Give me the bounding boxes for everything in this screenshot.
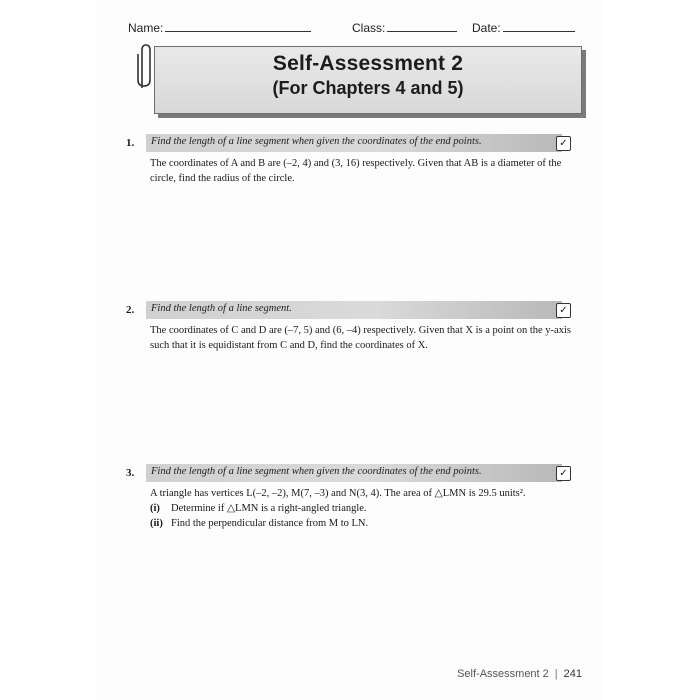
question-body: [150, 486, 580, 531]
class-label: Class:: [352, 21, 386, 35]
name-line[interactable]: [165, 20, 311, 32]
date-label: Date:: [472, 21, 501, 35]
student-info-row: [128, 20, 580, 38]
question-number: 3.: [126, 467, 135, 479]
topic-text: Find the length of a line segment.: [151, 303, 292, 314]
checkbox-icon[interactable]: ✓: [556, 136, 571, 151]
topic-text: Find the length of a line segment when given the coordinates of the end points.: [151, 466, 482, 477]
name-field[interactable]: [128, 20, 311, 35]
question-body: [150, 323, 580, 353]
title-panel: [154, 46, 582, 114]
question-text: The coordinates of C and D are (–7, 5) and (6, –4) respectively. Given that X is a point on the y-axis such that it is equidistant from C and D, find the coordinates of X.: [150, 325, 571, 351]
part-text: Determine if △LMN is a right-angled triangle.: [171, 503, 367, 514]
topic-bar: [146, 301, 562, 319]
question-body: [150, 156, 580, 186]
part-text: Find the perpendicular distance from M to LN.: [171, 518, 369, 529]
name-label: Name:: [128, 21, 164, 35]
page-number: 241: [563, 668, 582, 680]
part-label: (i): [150, 503, 160, 514]
topic-bar: [146, 134, 562, 152]
page-footer: [457, 668, 582, 680]
footer-section: Self-Assessment 2: [457, 668, 549, 680]
date-line[interactable]: [503, 20, 575, 32]
question-text: A triangle has vertices L(–2, –2), M(7, –3) and N(3, 4). The area of △LMN is 29.5 units².: [150, 488, 526, 499]
footer-separator: |: [554, 668, 558, 680]
question-number: 1.: [126, 137, 135, 149]
question-part-i: [150, 501, 580, 516]
checkbox-icon[interactable]: ✓: [556, 466, 571, 481]
question-text: The coordinates of A and B are (–2, 4) and (3, 16) respectively. Given that AB is a diameter of the circle, find the radius of the circle.: [150, 158, 562, 184]
question-number: 2.: [126, 304, 135, 316]
class-line[interactable]: [387, 20, 457, 32]
page-title: Self-Assessment 2: [272, 52, 464, 75]
part-label: (ii): [150, 518, 163, 529]
paperclip-icon: [132, 42, 156, 92]
title-banner: [154, 46, 582, 114]
checkbox-icon[interactable]: ✓: [556, 303, 571, 318]
date-field[interactable]: [472, 20, 575, 35]
page-subtitle: (For Chapters 4 and 5): [272, 78, 464, 98]
topic-text: Find the length of a line segment when given the coordinates of the end points.: [151, 136, 482, 147]
question-part-ii: [150, 516, 580, 531]
class-field[interactable]: [352, 20, 457, 35]
topic-bar: [146, 464, 562, 482]
